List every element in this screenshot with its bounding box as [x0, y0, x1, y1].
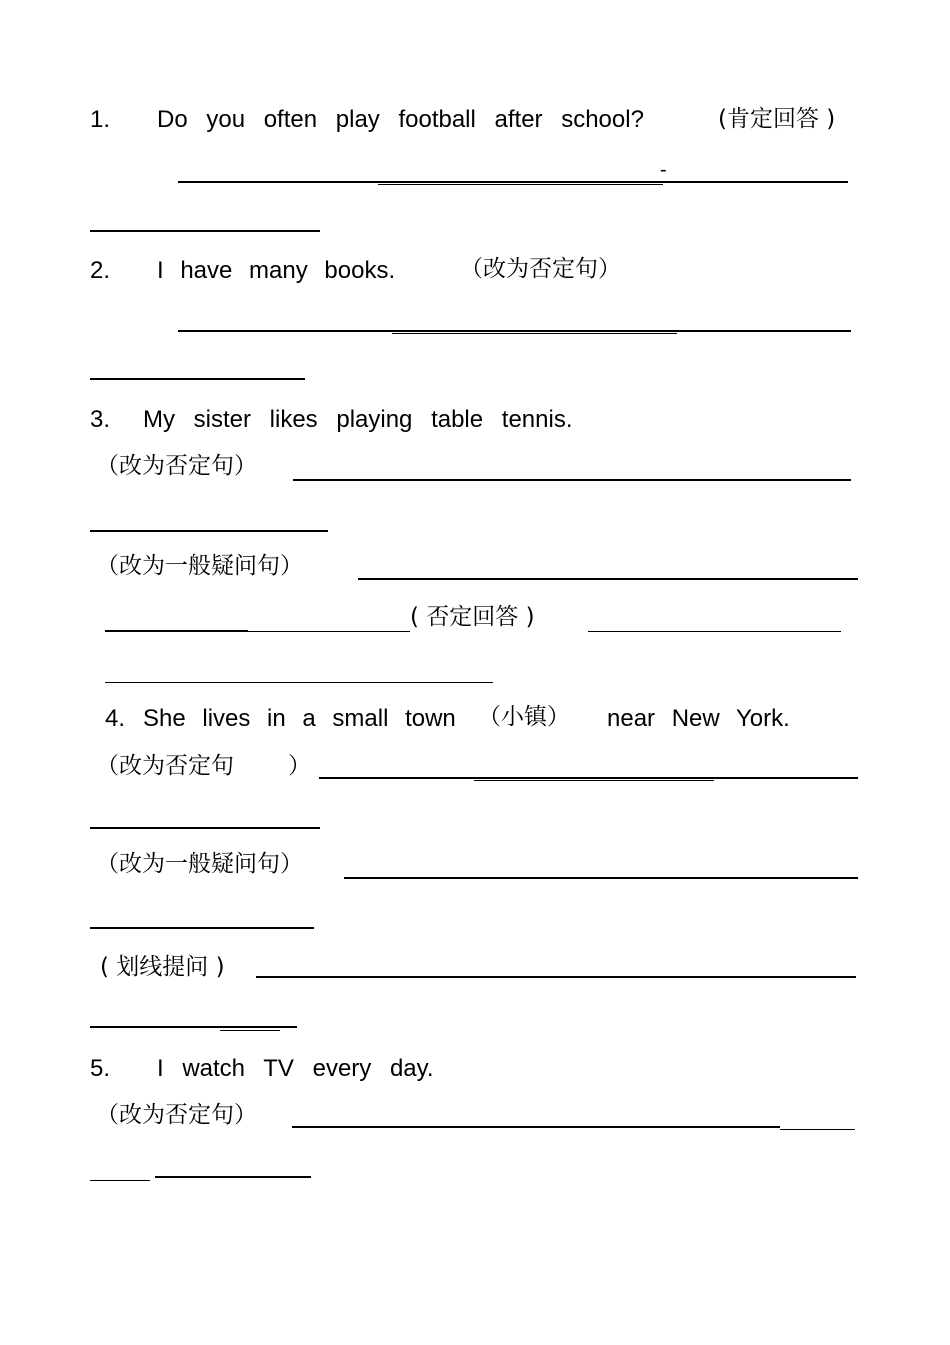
q2-answer-line-1[interactable]	[178, 330, 851, 332]
q1-answer-underscore	[378, 184, 663, 185]
q3-question-line-2[interactable]	[105, 630, 248, 632]
q2-instruction: （改为否定句）	[460, 256, 621, 282]
q5-sentence: I watch TV every day.	[157, 1055, 434, 1082]
q4-wh-line-1[interactable]	[256, 976, 856, 978]
q2-answer-underscore	[392, 333, 677, 334]
q3-question-line[interactable]	[358, 578, 858, 580]
q4-negative-line-1[interactable]	[319, 777, 858, 779]
q1-dash: -	[660, 159, 667, 181]
q3-sentence: My sister likes playing table tennis.	[143, 406, 573, 433]
q2-answer-line-2[interactable]	[90, 378, 305, 380]
q5-number: 5.	[90, 1055, 111, 1082]
q4-task-wh-question: ( 划线提问 )	[100, 954, 225, 980]
q3-task-negative: （改为否定句）	[96, 453, 257, 479]
q3-question-underscore	[248, 631, 410, 632]
q5-instruction: （改为否定句）	[96, 1102, 257, 1128]
q4-task-negative-close: ）	[288, 753, 311, 779]
q5-answer-line-2[interactable]	[155, 1176, 311, 1178]
q4-note: （小镇）	[478, 704, 570, 730]
q4-number: 4.	[105, 705, 126, 732]
q4-question-line-1[interactable]	[344, 877, 858, 879]
q1-answer-line-1[interactable]	[178, 181, 848, 183]
q3-task-question: （改为一般疑问句）	[96, 553, 303, 579]
q4-task-question: （改为一般疑问句）	[96, 851, 303, 877]
q3-negative-line-2[interactable]	[90, 530, 328, 532]
q1-answer-line-2[interactable]	[90, 230, 320, 232]
q4-wh-line-2[interactable]	[90, 1026, 297, 1028]
q5-answer-underscore	[780, 1129, 855, 1130]
q4-wh-underscore	[220, 1030, 280, 1031]
q3-negative-line-1[interactable]	[293, 479, 851, 481]
q4-sentence-part1: She lives in a small town	[143, 705, 456, 732]
q3-task-negative-answer: ( 否定回答 )	[410, 604, 535, 630]
q1-instruction: (肯定回答 )	[718, 106, 836, 132]
q3-negative-answer-line[interactable]	[588, 631, 841, 632]
q4-negative-line-2[interactable]	[90, 827, 320, 829]
q4-question-line-2[interactable]	[90, 927, 314, 929]
q1-number: 1.	[90, 106, 111, 133]
q2-number: 2.	[90, 257, 111, 284]
q3-negative-answer-line-2[interactable]	[105, 682, 493, 683]
q5-answer-underscore-2	[90, 1180, 150, 1181]
q4-sentence-part2: near New York.	[607, 705, 790, 732]
q3-number: 3.	[90, 406, 111, 433]
q1-sentence: Do you often play football after school?	[157, 106, 644, 133]
q4-task-negative: （改为否定句	[96, 753, 234, 779]
q4-negative-underscore	[474, 780, 714, 781]
q2-sentence: I have many books.	[157, 257, 396, 284]
q5-answer-line-1[interactable]	[292, 1126, 780, 1128]
